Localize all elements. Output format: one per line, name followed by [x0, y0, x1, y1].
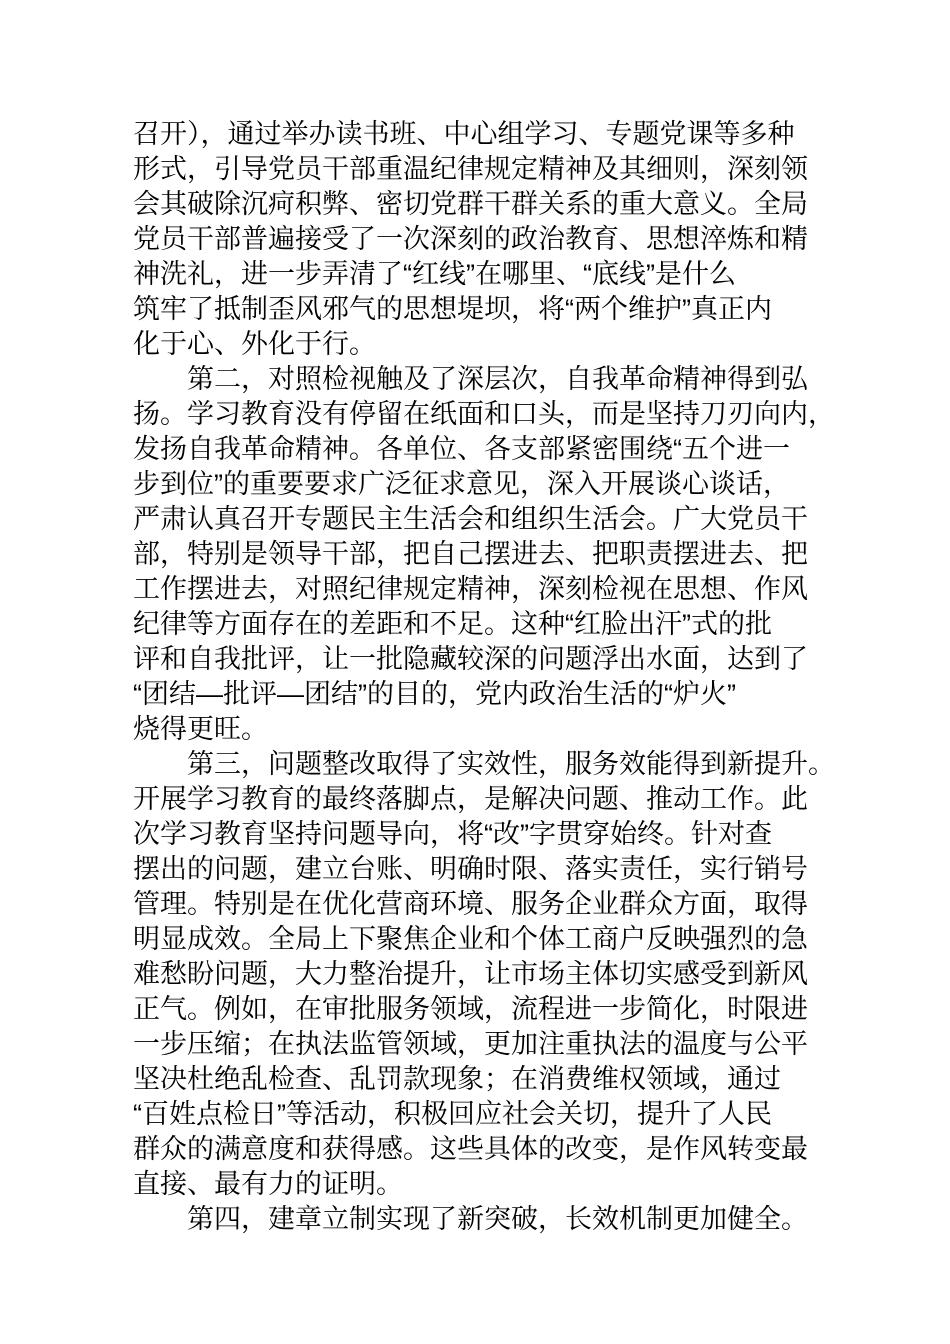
- text-line: 一步压缩；在执法监管领域，更加注重执法的温度与公平: [133, 1029, 808, 1059]
- text-line: 化于心、外化于行。: [133, 329, 376, 359]
- text-line: 直接、最有力的证明。: [133, 1169, 403, 1199]
- text-line: 评和自我批评，让一批隐藏较深的问题浮出水面，达到了: [133, 644, 808, 674]
- text-line: 明显成效。全局上下聚焦企业和个体工商户反映强烈的急: [133, 924, 808, 954]
- text-line: 开展学习教育的最终落脚点，是解决问题、推动工作。此: [133, 784, 808, 814]
- text-line: 部，特别是领导干部，把自己摆进去、把职责摆进去、把: [133, 539, 808, 569]
- text-line: 第四，建章立制实现了新突破，长效机制更加健全。: [187, 1204, 808, 1234]
- text-line: 群众的满意度和获得感。这些具体的改变，是作风转变最: [133, 1134, 808, 1164]
- text-line: 工作摆进去，对照纪律规定精神，深刻检视在思想、作风: [133, 574, 808, 604]
- text-line: 管理。特别是在优化营商环境、服务企业群众方面，取得: [133, 889, 808, 919]
- text-line: “百姓点检日”等活动，积极回应社会关切，提升了人民: [133, 1099, 772, 1129]
- text-line: 筑牢了抵制歪风邪气的思想堤坝，将“两个维护”真正内: [133, 294, 772, 324]
- text-line: 会其破除沉疴积弊、密切党群干群关系的重大意义。全局: [133, 189, 808, 219]
- text-line: 神洗礼，进一步弄清了“红线”在哪里、“底线”是什么: [133, 259, 736, 289]
- text-line: 步到位”的重要要求广泛征求意见，深入开展谈心谈话，: [133, 469, 790, 499]
- text-line: 次学习教育坚持问题导向，将“改”字贯穿始终。针对查: [133, 819, 772, 849]
- text-line: 形式，引导党员干部重温纪律规定精神及其细则，深刻领: [133, 154, 808, 184]
- text-line: 烧得更旺。: [133, 714, 268, 744]
- text-line: “团结—批评—团结”的目的，党内政治生活的“炉火”: [133, 679, 736, 709]
- text-line: 严肃认真召开专题民主生活会和组织生活会。广大党员干: [133, 504, 808, 534]
- text-line: 难愁盼问题，大力整治提升，让市场主体切实感受到新风: [133, 959, 808, 989]
- text-line: 纪律等方面存在的差距和不足。这种“红脸出汗”式的批: [133, 609, 772, 639]
- text-line: 正气。例如，在审批服务领域，流程进一步简化，时限进: [133, 994, 808, 1024]
- document-text-block: [133, 117, 835, 1237]
- text-line: 第三，问题整改取得了实效性，服务效能得到新提升。: [187, 749, 835, 779]
- text-line: 党员干部普遍接受了一次深刻的政治教育、思想淬炼和精: [133, 224, 808, 254]
- text-line: 发扬自我革命精神。各单位、各支部紧密围绕“五个进一: [133, 434, 790, 464]
- text-line: 召开），通过举办读书班、中心组学习、专题党课等多种: [133, 119, 795, 149]
- text-line: 坚决杜绝乱检查、乱罚款现象；在消费维权领域，通过: [133, 1064, 781, 1094]
- text-line: 摆出的问题，建立台账、明确时限、落实责任，实行销号: [133, 854, 808, 884]
- text-line: 第二，对照检视触及了深层次，自我革命精神得到弘: [187, 364, 808, 394]
- text-line: 扬。学习教育没有停留在纸面和口头，而是坚持刀刃向内，: [133, 399, 835, 429]
